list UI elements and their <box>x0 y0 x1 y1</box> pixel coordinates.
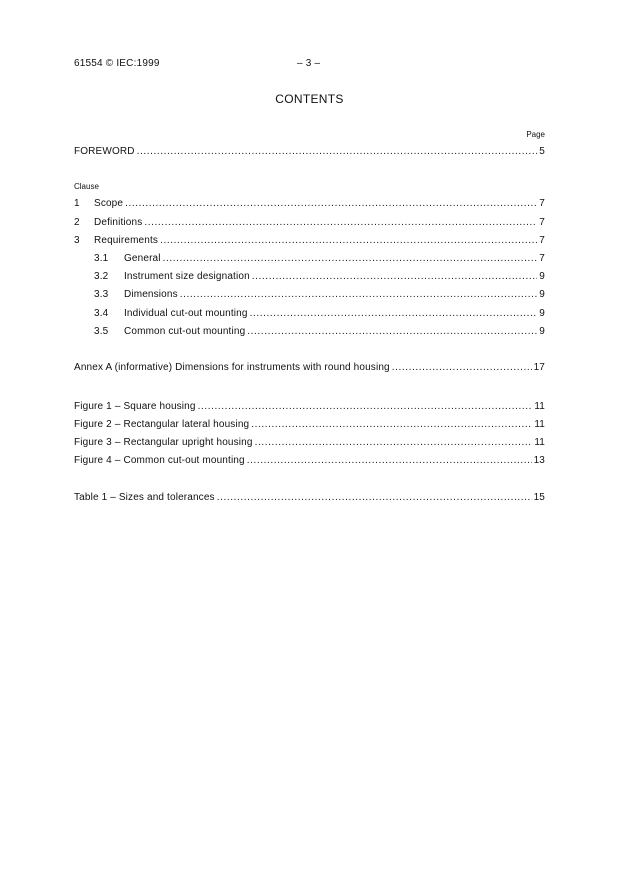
toc-entry-clause-3-4[interactable] <box>74 308 545 321</box>
toc-entry-page: 9 <box>539 308 545 319</box>
toc-entry-clause-3-1[interactable] <box>74 253 545 266</box>
toc-entry-page: 15 <box>533 492 545 503</box>
toc-entry-number: 3 <box>74 235 80 246</box>
toc-entry-text: Annex A (informative) Dimensions for instruments with round housing <box>74 362 390 373</box>
toc-entry-text: Figure 1 – Square housing <box>74 401 196 412</box>
leader-dots <box>217 492 532 503</box>
toc-entry-clause-3-2[interactable] <box>74 271 545 284</box>
toc-entry-page: 7 <box>539 198 545 209</box>
toc-entry-text: General <box>124 253 161 264</box>
toc-entry-text: Table 1 – Sizes and tolerances <box>74 492 215 503</box>
toc-entry-clause-3-3[interactable] <box>74 289 545 302</box>
toc-entry-page: 7 <box>539 217 545 228</box>
leader-dots <box>198 401 533 412</box>
toc-entry-page: 9 <box>539 326 545 337</box>
leader-dots <box>250 308 537 319</box>
toc-entry-number: 3.2 <box>94 271 109 282</box>
toc-entry-text: Figure 3 – Rectangular upright housing <box>74 437 253 448</box>
toc-entry-clause-3[interactable] <box>74 235 545 248</box>
toc-entry-text: Figure 4 – Common cut-out mounting <box>74 455 245 466</box>
toc-entry-page: 13 <box>533 455 545 466</box>
leader-dots <box>247 326 537 337</box>
leader-dots <box>251 419 532 430</box>
toc-entry-page: 7 <box>539 253 545 264</box>
toc-entry-page: 11 <box>534 437 545 448</box>
toc-entry-page: 5 <box>539 146 545 157</box>
toc-entry-annex-a[interactable] <box>74 362 545 375</box>
toc-entry-figure-3[interactable] <box>74 437 545 450</box>
leader-dots <box>163 253 537 264</box>
leader-dots <box>392 362 532 373</box>
toc-entry-text: Instrument size designation <box>124 271 250 282</box>
toc-entry-foreword[interactable] <box>74 146 545 159</box>
clause-column-label: Clause <box>74 182 99 191</box>
toc-entry-figure-2[interactable] <box>74 419 545 432</box>
toc-entry-clause-2[interactable] <box>74 217 545 230</box>
toc-entry-number: 3.1 <box>94 253 109 264</box>
toc-entry-clause-3-5[interactable] <box>74 326 545 339</box>
toc-entry-page: 17 <box>533 362 545 373</box>
leader-dots <box>144 217 537 228</box>
leader-dots <box>125 198 537 209</box>
leader-dots <box>255 437 533 448</box>
toc-entry-page: 9 <box>539 289 545 300</box>
toc-entry-page: 11 <box>534 419 545 430</box>
page-title: CONTENTS <box>275 92 344 106</box>
toc-entry-number: 3.4 <box>94 308 109 319</box>
leader-dots <box>247 455 532 466</box>
leader-dots <box>160 235 537 246</box>
toc-entry-number: 2 <box>74 217 80 228</box>
toc-entry-text: Scope <box>94 198 124 209</box>
toc-entry-text: Common cut-out mounting <box>124 326 246 337</box>
toc-entry-text: FOREWORD <box>74 146 135 157</box>
toc-entry-page: 11 <box>534 401 545 412</box>
toc-entry-text: Requirements <box>94 235 159 246</box>
page-column-label: Page <box>526 130 545 139</box>
toc-entry-page: 9 <box>539 271 545 282</box>
toc-entry-figure-1[interactable] <box>74 401 545 414</box>
toc-entry-clause-1[interactable] <box>74 198 545 211</box>
toc-entry-number: 1 <box>74 198 80 209</box>
toc-entry-number: 3.5 <box>94 326 109 337</box>
leader-dots <box>137 146 537 157</box>
toc-entry-text: Individual cut-out mounting <box>124 308 248 319</box>
leader-dots <box>180 289 537 300</box>
toc-entry-figure-4[interactable] <box>74 455 545 468</box>
toc-entry-table-1[interactable] <box>74 492 545 505</box>
header-document-id: 61554 © IEC:1999 <box>74 58 160 69</box>
header-page-number: – 3 – <box>297 58 321 69</box>
toc-entry-number: 3.3 <box>94 289 109 300</box>
toc-entry-page: 7 <box>539 235 545 246</box>
toc-entry-text: Dimensions <box>124 289 178 300</box>
toc-entry-text: Definitions <box>94 217 143 228</box>
leader-dots <box>252 271 537 282</box>
toc-entry-text: Figure 2 – Rectangular lateral housing <box>74 419 250 430</box>
